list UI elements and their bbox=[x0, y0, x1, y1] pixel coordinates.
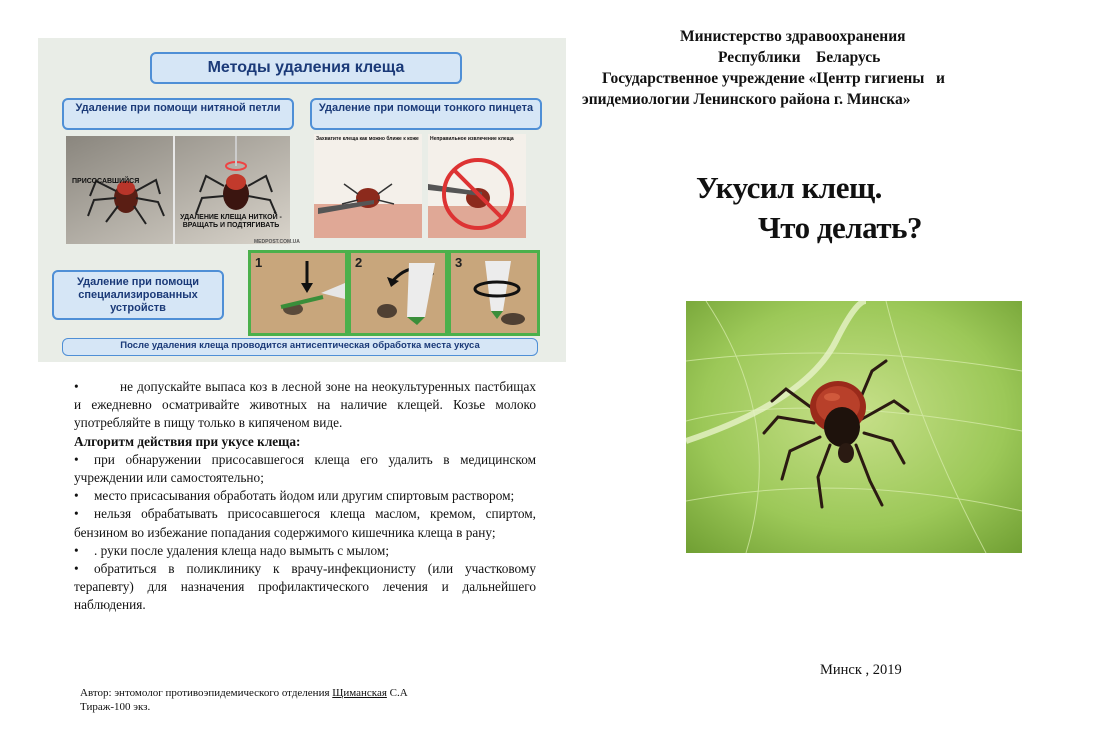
institution-line-1: Государственное учреждение «Центр гигиены и bbox=[602, 70, 945, 87]
photo-label-attached: ПРИСОСАВШИЙСЯ bbox=[72, 178, 140, 185]
tick-on-leaf-photo bbox=[686, 301, 1022, 553]
tweezers-caption-correct: Захватите клеща как можно ближе к коже bbox=[316, 136, 419, 142]
infographic-title: Методы удаления клеща bbox=[150, 52, 462, 84]
device-step-1 bbox=[248, 250, 348, 336]
list-item: • при обнаружении присосавшегося клеща его удалить в медицинском учреждении или самостоятельно; bbox=[74, 451, 536, 486]
tick-removal-infographic bbox=[38, 38, 566, 362]
device-step-2 bbox=[348, 250, 448, 336]
algorithm-heading: Алгоритм действия при укусе клеща: bbox=[74, 433, 301, 449]
device-step-3 bbox=[448, 250, 540, 336]
photo-label-thread: УДАЛЕНИЕ КЛЕЩА НИТКОЙ - ВРАЩАТЬ И ПОДТЯГИВАТЬ bbox=[180, 214, 282, 229]
city-year: Минск , 2019 bbox=[820, 662, 902, 678]
photo-source: MEDPOST.COM.UA bbox=[254, 239, 300, 245]
tweezers-photo-wrong bbox=[428, 134, 526, 238]
list-item: • место присасывания обработать йодом или другим спиртовым раствором; bbox=[74, 488, 515, 504]
issuer-header bbox=[560, 26, 1080, 110]
intro-bullet: • не допускайте выпаса коз в лесной зоне на неокультуренных пастбищах и ежедневно осматривайте животных на наличие клещей. Козье молоко употребляйте в пищу только в кипяченом виде. bbox=[74, 379, 536, 431]
institution-line-2: эпидемиологии Ленинского района г. Минска» bbox=[582, 91, 911, 108]
list-item: • обратиться в поликлинику к врачу-инфекционисту (или участковому терапевту) для назначения профилактического лечения и дальнейшего наблюдения. bbox=[74, 561, 536, 613]
tweezers-photo-correct bbox=[314, 134, 422, 238]
brochure-title-line-2: Что делать? bbox=[758, 210, 922, 245]
method-thread-label: Удаление при помощи нитяной петли bbox=[62, 98, 294, 130]
list-item: • нельзя обрабатывать присосавшегося клеща маслом, кремом, спиртом, бензином во избежание попадания содержимого кишечника клеща в рану; bbox=[74, 506, 536, 540]
step-number: 2 bbox=[355, 255, 363, 270]
infographic-footer: После удаления клеща проводится антисептическая обработка места укуса bbox=[62, 338, 538, 356]
author-credit: Автор: энтомолог противоэпидемического отделения Щиманская С.А Тираж-100 экз. bbox=[80, 687, 408, 713]
print-run: Тираж-100 экз. bbox=[80, 701, 151, 713]
tweezers-caption-wrong: Неправильное извлечение клеща bbox=[430, 136, 514, 142]
thread-removal-photo bbox=[66, 136, 290, 244]
step-number: 3 bbox=[455, 255, 463, 270]
list-item: • . руки после удаления клеща надо вымыть с мылом; bbox=[74, 542, 390, 558]
method-devices-label: Удаление при помощи специализированных устройств bbox=[52, 270, 224, 320]
ministry-line-1: Министерство здравоохранения bbox=[680, 28, 906, 45]
advice-text bbox=[74, 378, 536, 615]
brochure-title-line-1: Укусил клещ. bbox=[696, 170, 882, 205]
ministry-line-2: Республики Беларусь bbox=[718, 49, 881, 66]
method-tweezers-label: Удаление при помощи тонкого пинцета bbox=[310, 98, 542, 130]
step-number: 1 bbox=[255, 255, 263, 270]
